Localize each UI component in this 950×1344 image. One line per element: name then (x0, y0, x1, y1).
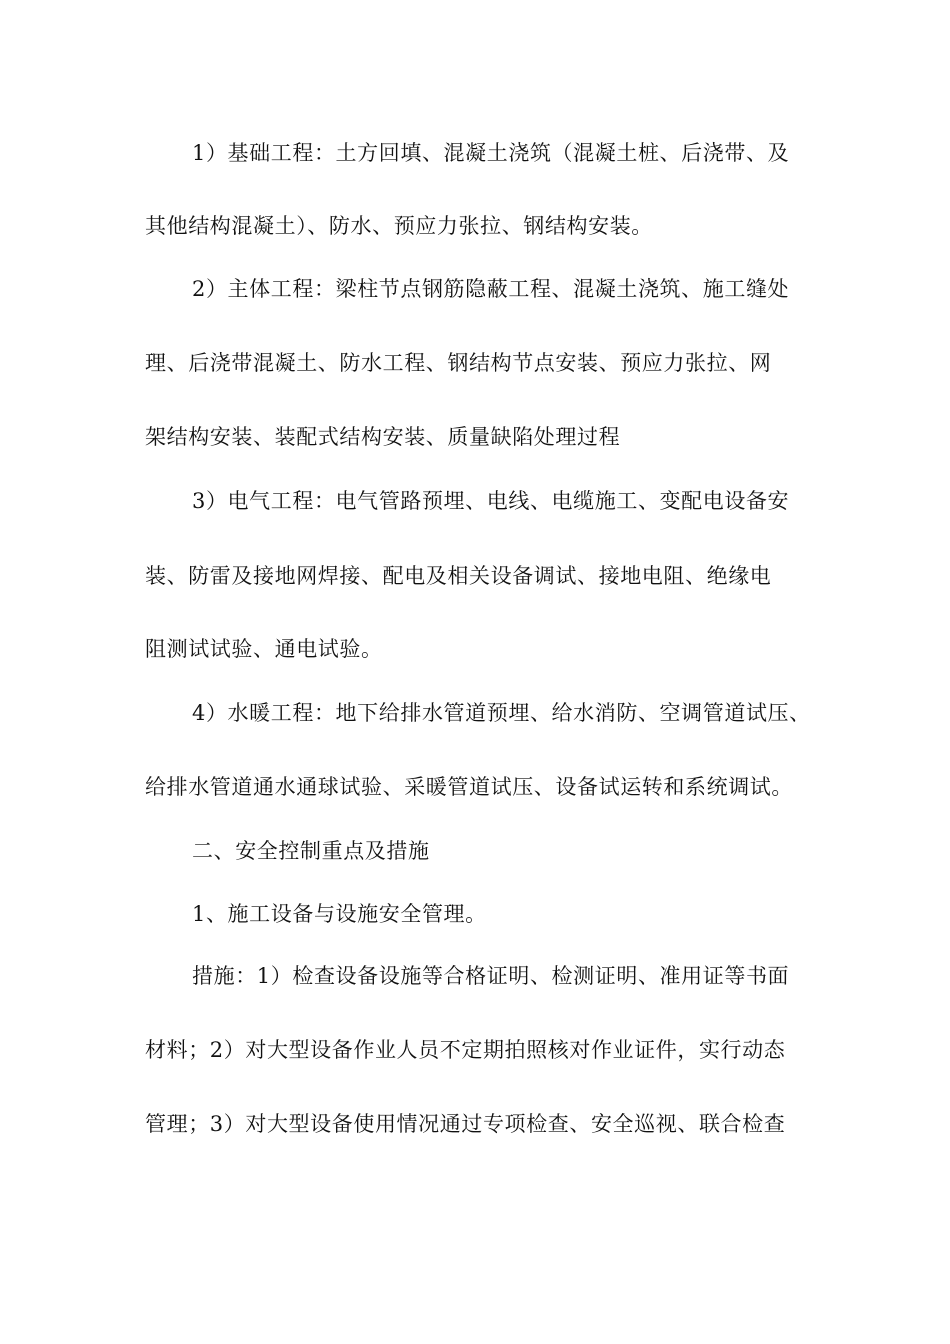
paragraph-line: 措施：1）检查设备设施等合格证明、检测证明、准用证等书面 (192, 964, 790, 988)
paragraph-line: 架结构安装、装配式结构安装、质量缺陷处理过程 (145, 425, 621, 449)
paragraph-line: 4）水暖工程：地下给排水管道预埋、给水消防、空调管道试压、 (192, 701, 811, 725)
paragraph-line: 2）主体工程：梁柱节点钢筋隐蔽工程、混凝土浇筑、施工缝处 (192, 277, 790, 301)
paragraph-line: 其他结构混凝土）、防水、预应力张拉、钢结构安装。 (145, 214, 653, 238)
paragraph-line: 材料；2）对大型设备作业人员不定期拍照核对作业证件，实行动态 (145, 1038, 786, 1062)
paragraph-line: 1）基础工程：土方回填、混凝土浇筑（混凝土桩、后浇带、及 (192, 141, 790, 165)
paragraph-line: 装、防雷及接地网焊接、配电及相关设备调试、接地电阻、绝缘电 (145, 564, 772, 588)
paragraph-line: 管理；3）对大型设备使用情况通过专项检查、安全巡视、联合检查 (145, 1112, 786, 1136)
subsection-heading: 1、施工设备与设施安全管理。 (192, 902, 487, 926)
section-heading: 二、安全控制重点及措施 (192, 839, 430, 863)
paragraph-line: 阻测试试验、通电试验。 (145, 637, 383, 661)
paragraph-line: 理、后浇带混凝土、防水工程、钢结构节点安装、预应力张拉、网 (145, 351, 772, 375)
paragraph-line: 给排水管道通水通球试验、采暖管道试压、设备试运转和系统调试。 (145, 775, 793, 799)
paragraph-line: 3）电气工程：电气管路预埋、电线、电缆施工、变配电设备安 (192, 489, 790, 513)
